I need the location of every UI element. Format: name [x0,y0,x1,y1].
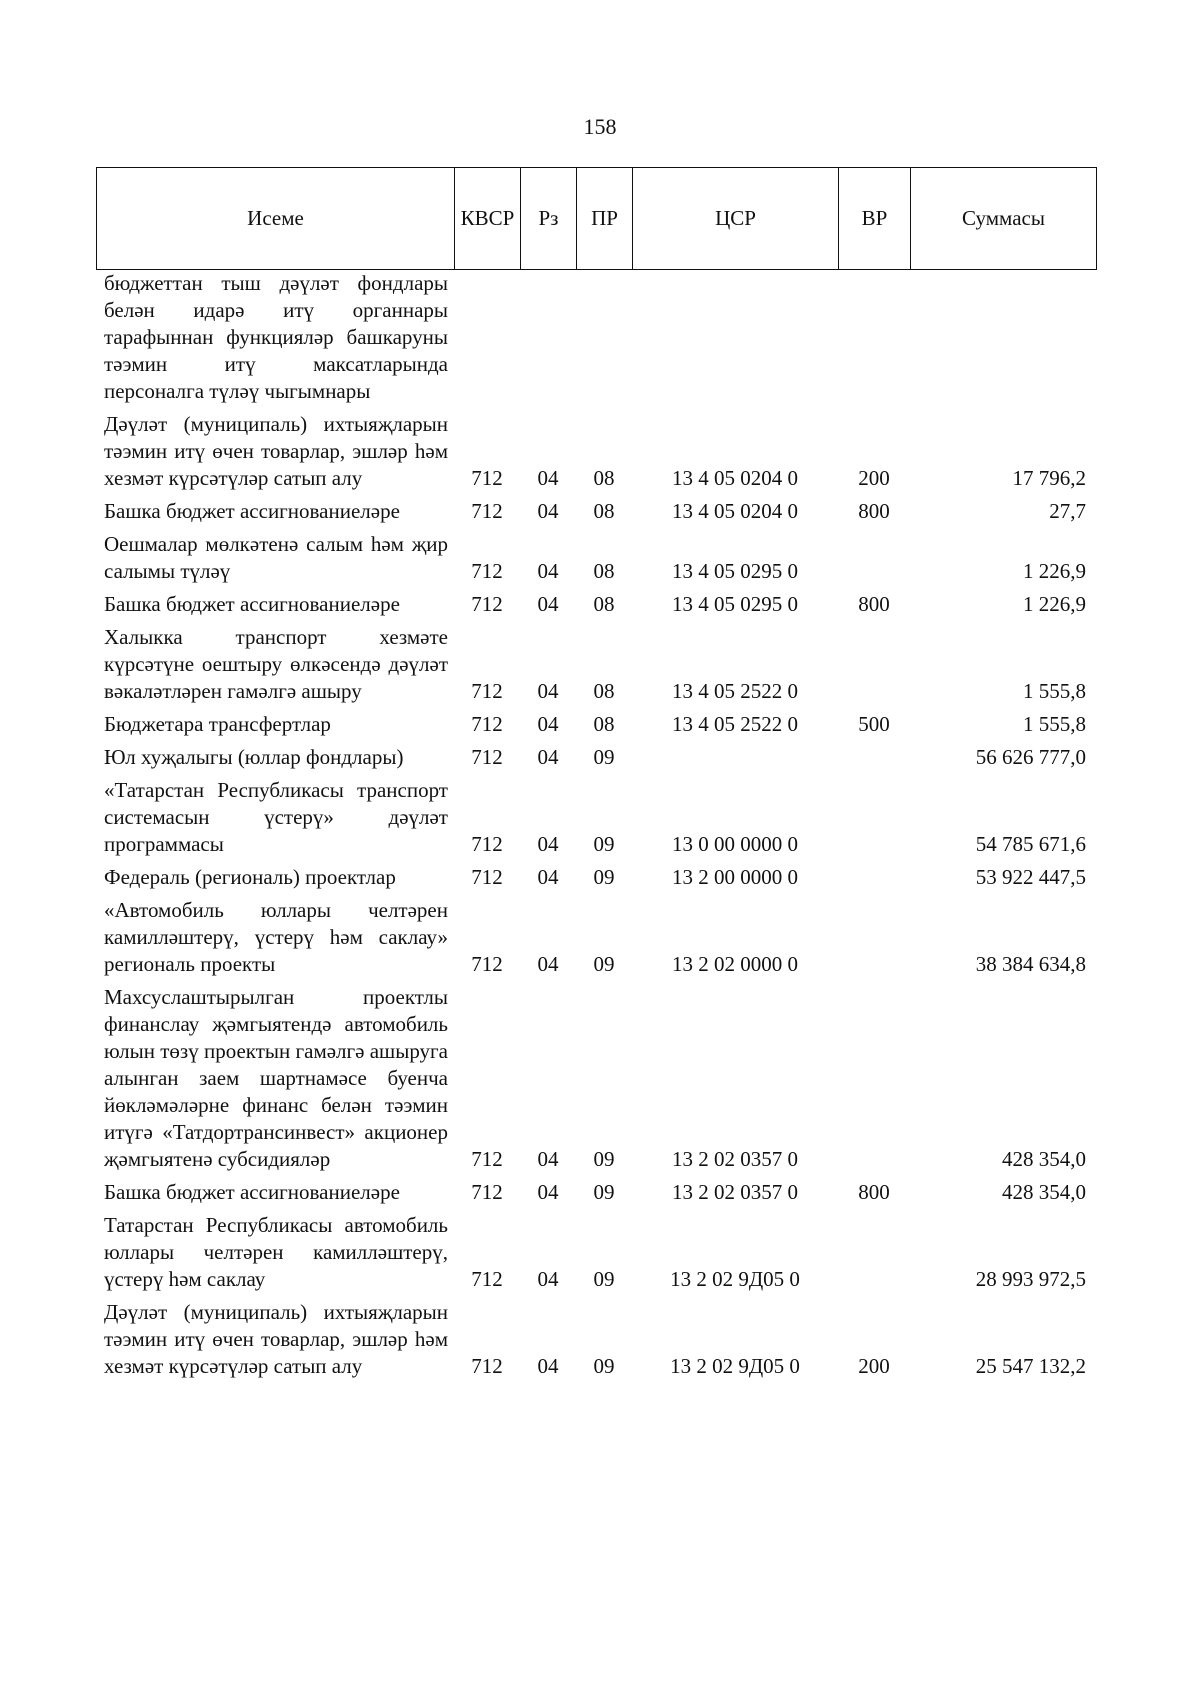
cell-csr: 13 2 02 0357 0 [672,1180,798,1204]
cell-kvsr: 712 [471,679,503,703]
cell-kvsr: 712 [471,832,503,856]
cell-kvsr: 712 [471,1180,503,1204]
page-number: 158 [583,114,617,139]
column-header-name: Исеме [97,168,455,270]
cell-rz: 04 [537,952,559,976]
cell-name: «Автомобиль юллары челтәрен камилләштерү, үстерү һәм саклау» региональ проекты [104,898,448,976]
cell-sum: 25 547 132,2 [975,1354,1086,1378]
column-header-sum: Суммасы [911,168,1097,270]
table-row [96,864,1096,897]
cell-pr: 09 [593,952,615,976]
cell-rz: 04 [537,679,559,703]
cell-rz: 04 [537,1267,559,1291]
cell-pr: 09 [593,745,615,769]
cell-csr: 13 2 02 0357 0 [672,1147,798,1171]
cell-sum: 428 354,0 [1002,1180,1086,1204]
cell-name: Бюджетара трансфертлар [104,712,331,736]
cell-pr: 09 [593,832,615,856]
cell-csr [632,270,838,411]
table-row [96,984,1096,1179]
cell-name: Федераль (региональ) проектлар [104,865,396,889]
cell-pr: 08 [593,466,615,490]
cell-rz [520,270,576,411]
table-row [96,624,1096,711]
cell-sum: 28 993 972,5 [975,1267,1086,1291]
cell-pr: 08 [593,559,615,583]
cell-sum [910,270,1096,411]
cell-kvsr: 712 [471,745,503,769]
cell-csr: 13 4 05 0295 0 [672,592,798,616]
cell-csr: 13 2 00 0000 0 [672,865,798,889]
table-row [96,531,1096,591]
cell-vr [838,984,910,1179]
cell-name: Дәүләт (муниципаль) ихтыяҗларын тәэмин итү өчен товарлар, эшләр һәм хезмәт күрсәтүләр сатып алу [104,1300,448,1378]
table-row [96,1212,1096,1299]
cell-sum: 17 796,2 [1012,466,1086,490]
column-header-vr: ВР [839,168,911,270]
cell-kvsr: 712 [471,466,503,490]
cell-vr: 200 [858,1354,890,1378]
cell-sum: 56 626 777,0 [975,745,1086,769]
table-header [96,167,1097,270]
cell-rz: 04 [537,745,559,769]
cell-name: Оешмалар мөлкәтенә салым һәм җир салымы түләү [104,532,448,583]
cell-pr: 08 [593,592,615,616]
column-header-pr: ПР [577,168,633,270]
cell-csr: 13 2 02 9Д05 0 [670,1354,800,1378]
cell-sum: 1 226,9 [1023,592,1086,616]
cell-name: Татарстан Республикасы автомобиль юллары челтәрен камилләштерү, үстерү һәм саклау [104,1213,448,1291]
table-row [96,1179,1096,1212]
cell-sum: 54 785 671,6 [975,832,1086,856]
cell-vr [838,777,910,864]
cell-pr [576,270,632,411]
cell-kvsr: 712 [471,499,503,523]
cell-name: Башка бюджет ассигнованиеләре [104,1180,400,1204]
cell-csr: 13 4 05 2522 0 [672,679,798,703]
cell-name: Махсуслаштырылган проектлы финанслау җәмгыятендә автомобиль юлын төзү проектын гамәлгә ашыруга алынган заем шартнамәсе буенча йөкләмәләрне финанс белән тәэмин итүгә «Татдортрансинвест» акционер җәмгыятенә субсидияләр [104,985,448,1171]
cell-kvsr: 712 [471,952,503,976]
cell-csr: 13 4 05 2522 0 [672,712,798,736]
cell-name: Дәүләт (муниципаль) ихтыяҗларын тәэмин итү өчен товарлар, эшләр һәм хезмәт күрсәтүләр сатып алу [104,412,448,490]
cell-pr: 09 [593,1180,615,1204]
cell-csr: 13 2 02 9Д05 0 [670,1267,800,1291]
table-row [96,591,1096,624]
cell-vr [838,531,910,591]
cell-sum: 1 555,8 [1023,679,1086,703]
cell-name: Башка бюджет ассигнованиеләре [104,499,400,523]
table-row [96,777,1096,864]
table-row [96,411,1096,498]
budget-table [96,270,1096,1386]
cell-csr: 13 2 02 0000 0 [672,952,798,976]
cell-name: Башка бюджет ассигнованиеләре [104,592,400,616]
cell-vr: 800 [858,592,890,616]
cell-name: бюджеттан тыш дәүләт фондлары белән идарә итү органнары тарафыннан функцияләр башкаруны тәэмин итү максатларында персоналга түләү чыгымнары [104,271,448,403]
cell-sum: 1 555,8 [1023,712,1086,736]
cell-sum: 38 384 634,8 [975,952,1086,976]
cell-rz: 04 [537,499,559,523]
cell-rz: 04 [537,1180,559,1204]
cell-rz: 04 [537,559,559,583]
cell-kvsr: 712 [471,865,503,889]
cell-vr [838,270,910,411]
cell-kvsr: 712 [471,559,503,583]
table-row [96,897,1096,984]
cell-pr: 09 [593,865,615,889]
cell-csr: 13 4 05 0204 0 [672,466,798,490]
cell-csr: 13 4 05 0295 0 [672,559,798,583]
cell-vr: 800 [858,1180,890,1204]
table-row [96,498,1096,531]
table-row [96,270,1096,411]
cell-kvsr: 712 [471,712,503,736]
cell-pr: 08 [593,712,615,736]
column-header-csr: ЦСР [633,168,839,270]
cell-vr [838,744,910,777]
cell-vr [838,1212,910,1299]
table-row [96,711,1096,744]
cell-sum: 428 354,0 [1002,1147,1086,1171]
cell-vr [838,897,910,984]
cell-name: Юл хуҗалыгы (юллар фондлары) [104,745,404,769]
cell-rz: 04 [537,1147,559,1171]
cell-rz: 04 [537,1354,559,1378]
cell-csr: 13 4 05 0204 0 [672,499,798,523]
cell-vr: 800 [858,499,890,523]
cell-vr [838,864,910,897]
table-row [96,744,1096,777]
cell-vr [838,624,910,711]
cell-rz: 04 [537,466,559,490]
cell-pr: 08 [593,679,615,703]
cell-kvsr [454,270,520,411]
cell-name: Халыкка транспорт хезмәте күрсәтүне оештыру өлкәсендә дәүләт вәкаләтләрен гамәлгә ашыру [104,625,448,703]
cell-csr: 13 0 00 0000 0 [672,832,798,856]
cell-sum: 53 922 447,5 [975,865,1086,889]
table-row [96,1299,1096,1386]
cell-sum: 27,7 [1049,499,1086,523]
cell-pr: 09 [593,1354,615,1378]
cell-kvsr: 712 [471,1354,503,1378]
cell-pr: 09 [593,1267,615,1291]
cell-kvsr: 712 [471,592,503,616]
cell-rz: 04 [537,592,559,616]
column-header-rz: Рз [521,168,577,270]
cell-kvsr: 712 [471,1147,503,1171]
cell-vr: 200 [858,466,890,490]
cell-pr: 09 [593,1147,615,1171]
cell-rz: 04 [537,865,559,889]
column-header-kvsr: КВСР [455,168,521,270]
cell-rz: 04 [537,712,559,736]
cell-sum: 1 226,9 [1023,559,1086,583]
cell-name: «Татарстан Республикасы транспорт системасын үстерү» дәүләт программасы [104,778,448,856]
cell-vr: 500 [858,712,890,736]
cell-rz: 04 [537,832,559,856]
cell-kvsr: 712 [471,1267,503,1291]
cell-csr [632,744,838,777]
cell-pr: 08 [593,499,615,523]
